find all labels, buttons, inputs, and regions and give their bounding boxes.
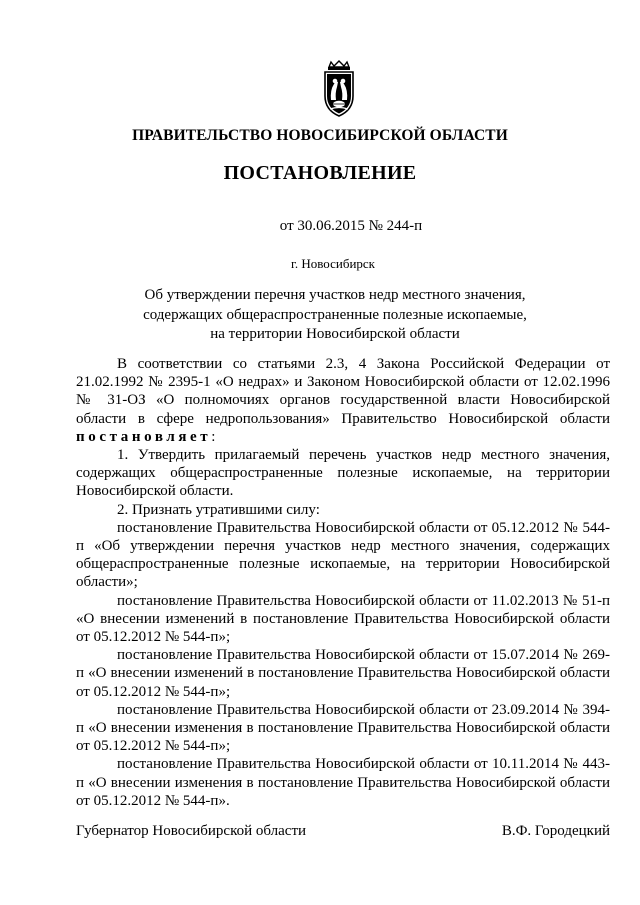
novosibirsk-coat-of-arms-icon [316, 60, 362, 118]
document-body [76, 355, 610, 810]
decides-suffix: : [211, 428, 216, 445]
document-subject [0, 286, 640, 345]
preamble-paragraph [76, 355, 610, 446]
subject-line: Об утверждении перечня участков недр местного значения, [144, 287, 526, 303]
signatory-position: Губернатор Новосибирской области [76, 823, 307, 839]
signatory-name: В.Ф. Городецкий [501, 823, 610, 839]
repealed-item: постановление Правительства Новосибирской области от 23.09.2014 № 394-п «О внесении изменения в постановление Правительства Новосибирской области от 05.12.2012 № 544-п»; [76, 701, 610, 755]
repealed-item: постановление Правительства Новосибирской области от 05.12.2012 № 544-п «Об утверждении перечня участков недр местного значения, содержащих общераспространенные полезные ископаемые, на территории Новосибирской области»; [76, 519, 610, 591]
document-date-number: от 30.06.2015 № 244-п [279, 218, 423, 234]
repealed-item: постановление Правительства Новосибирской области от 10.11.2014 № 443-п «О внесении изменения в постановление Правительства Новосибирской области от 05.12.2012 № 544-п». [76, 756, 610, 809]
document-type: ПОСТАНОВЛЕНИЕ [223, 162, 417, 184]
subject-line: содержащих общераспространенные полезные ископаемые, [143, 306, 527, 323]
repealed-item: постановление Правительства Новосибирской области от 15.07.2014 № 269-п «О внесении изменений в постановление Правительства Новосибирской области от 05.12.2012 № 544-п»; [76, 647, 610, 700]
repealed-item: постановление Правительства Новосибирской области от 11.02.2013 № 51-п «О внесении изменений в постановление Правительства Новосибирской области от 05.12.2012 № 544-п»; [76, 592, 610, 646]
item-1-paragraph: 1. Утвердить прилагаемый перечень участков недр местного значения, содержащих общераспространенные полезные ископаемые, на территории Новосибирской области. [76, 447, 610, 500]
preamble-text: В соответствии со статьями 2.3, 4 Закона Российской Федерации от 21.02.1992 № 2395-1 «О недрах» и Законом Новосибирской области от 12.02.1996 № 31-ОЗ «О полномочиях органов государственной власти Новосибирской области в сфере недропользования» Правительство Новосибирской области [76, 356, 610, 427]
item-2-paragraph: 2. Признать утратившими силу: [117, 501, 320, 518]
document-city: г. Новосибирск [290, 256, 375, 271]
subject-line: на территории Новосибирской области [210, 326, 460, 342]
government-title: ПРАВИТЕЛЬСТВО НОВОСИБИРСКОЙ ОБЛАСТИ [132, 127, 508, 144]
decides-word: постановляет [76, 428, 212, 445]
